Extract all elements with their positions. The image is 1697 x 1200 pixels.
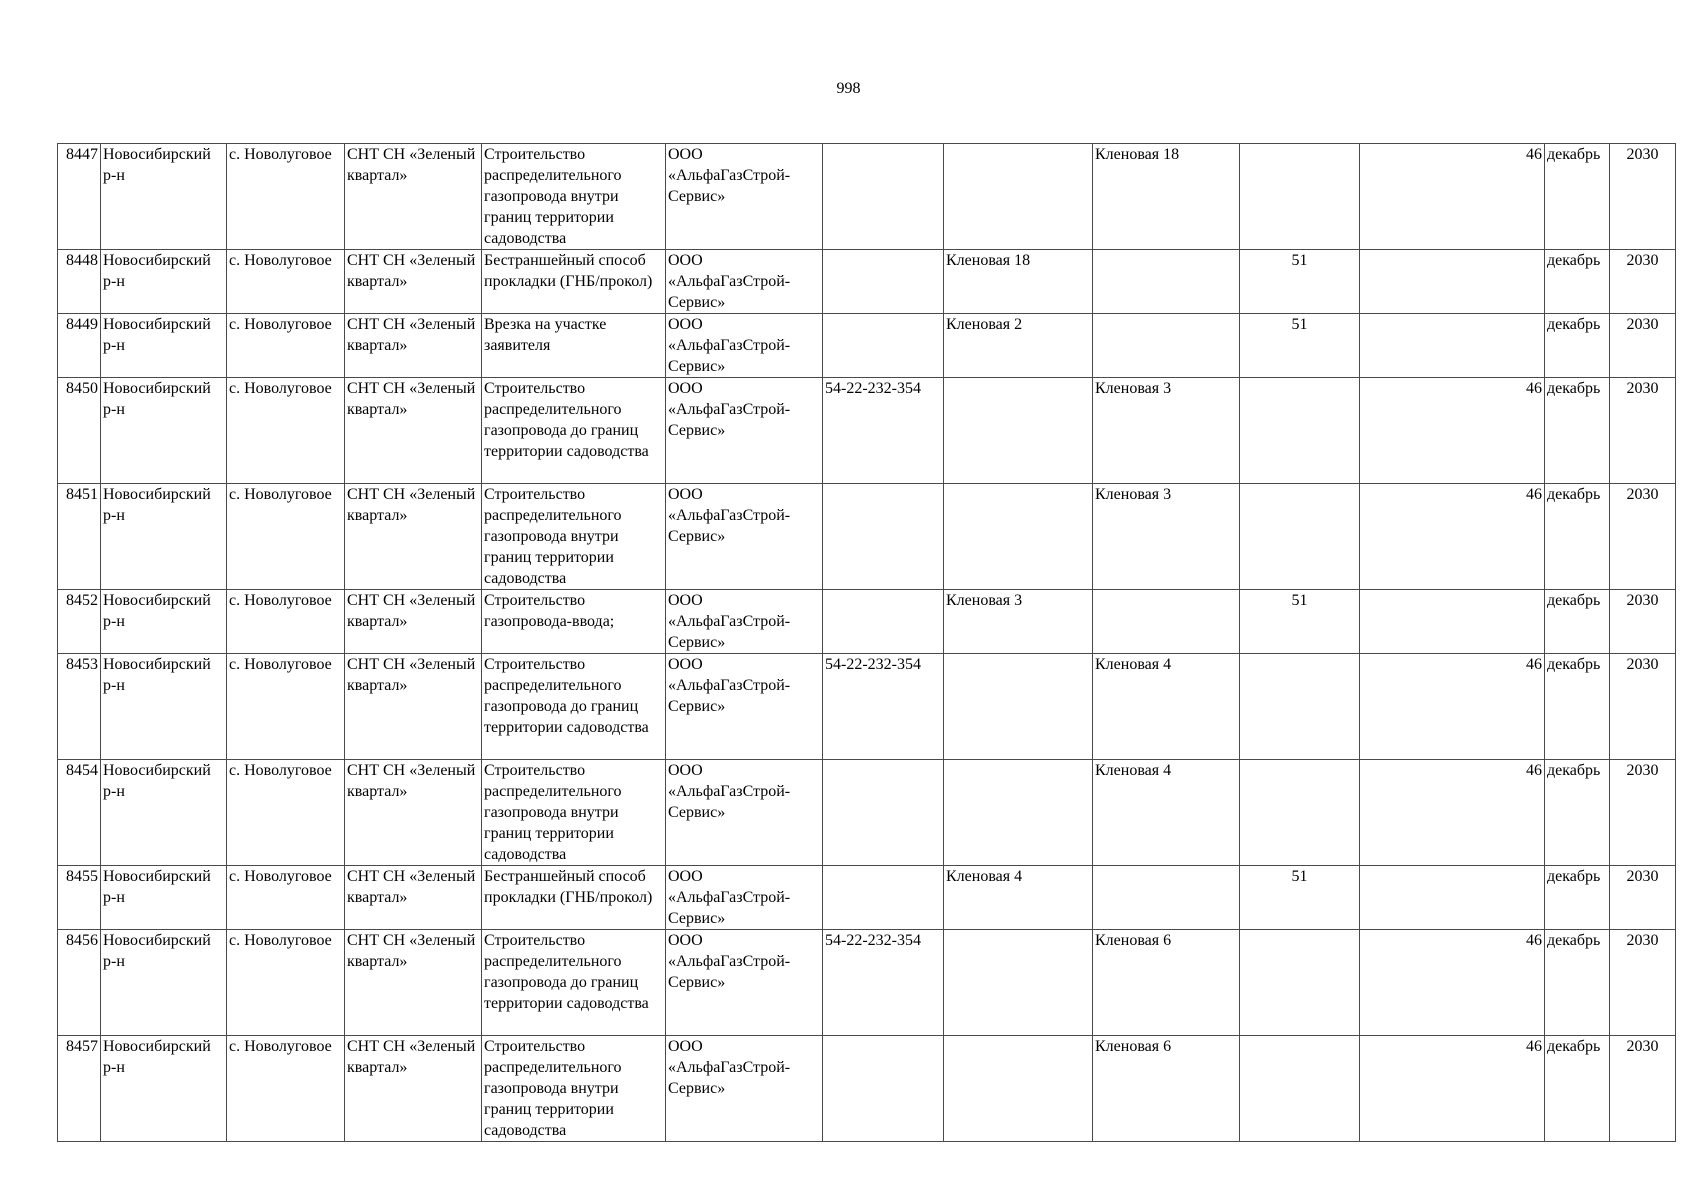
cell-value-1: 51 xyxy=(1240,590,1360,654)
cell-district: Новосибирский р-н xyxy=(101,654,227,760)
cell-district: Новосибирский р-н xyxy=(101,378,227,484)
cell-month: декабрь xyxy=(1545,590,1610,654)
cell-address-network: Кленовая 3 xyxy=(1093,378,1240,484)
cell-cadastral xyxy=(823,866,944,930)
cell-work-type: Строительство распределительного газопровода до границ территории садоводства xyxy=(482,930,666,1036)
cell-value-2 xyxy=(1360,314,1545,378)
cell-district: Новосибирский р-н xyxy=(101,250,227,314)
cell-month: декабрь xyxy=(1545,1036,1610,1142)
cell-year: 2030 xyxy=(1610,760,1676,866)
cell-value-2 xyxy=(1360,590,1545,654)
cell-value-1 xyxy=(1240,930,1360,1036)
table-row xyxy=(58,314,1676,378)
cell-row-number: 8455 xyxy=(58,866,101,930)
cell-organization: ООО «АльфаГазСтрой-Сервис» xyxy=(666,484,823,590)
cell-work-type: Строительство распределительного газопровода до границ территории садоводства xyxy=(482,378,666,484)
cell-snt: СНТ СН «Зеленый квартал» xyxy=(345,314,482,378)
table-row xyxy=(58,760,1676,866)
cell-organization: ООО «АльфаГазСтрой-Сервис» xyxy=(666,866,823,930)
table-row xyxy=(58,866,1676,930)
cell-cadastral xyxy=(823,590,944,654)
cell-value-1 xyxy=(1240,1036,1360,1142)
cell-year: 2030 xyxy=(1610,1036,1676,1142)
cell-address-network xyxy=(1093,590,1240,654)
cell-district: Новосибирский р-н xyxy=(101,144,227,250)
cell-value-2: 46 xyxy=(1360,144,1545,250)
cell-month: декабрь xyxy=(1545,314,1610,378)
cell-address-network: Кленовая 6 xyxy=(1093,1036,1240,1142)
cell-value-1: 51 xyxy=(1240,250,1360,314)
cell-district: Новосибирский р-н xyxy=(101,866,227,930)
cell-month: декабрь xyxy=(1545,250,1610,314)
cell-snt: СНТ СН «Зеленый квартал» xyxy=(345,1036,482,1142)
cell-snt: СНТ СН «Зеленый квартал» xyxy=(345,250,482,314)
cell-address-input xyxy=(944,930,1093,1036)
table-row xyxy=(58,930,1676,1036)
cell-month: декабрь xyxy=(1545,760,1610,866)
table-row xyxy=(58,654,1676,760)
cell-district: Новосибирский р-н xyxy=(101,590,227,654)
cell-locality: с. Новолуговое xyxy=(227,1036,345,1142)
cell-month: декабрь xyxy=(1545,144,1610,250)
cell-address-input: Кленовая 18 xyxy=(944,250,1093,314)
cell-work-type: Бестраншейный способ прокладки (ГНБ/прокол) xyxy=(482,866,666,930)
cell-row-number: 8448 xyxy=(58,250,101,314)
cell-locality: с. Новолуговое xyxy=(227,144,345,250)
cell-snt: СНТ СН «Зеленый квартал» xyxy=(345,378,482,484)
cell-locality: с. Новолуговое xyxy=(227,378,345,484)
cell-address-network: Кленовая 18 xyxy=(1093,144,1240,250)
cell-address-network xyxy=(1093,866,1240,930)
cell-month: декабрь xyxy=(1545,866,1610,930)
cell-row-number: 8447 xyxy=(58,144,101,250)
cell-locality: с. Новолуговое xyxy=(227,590,345,654)
table-row xyxy=(58,144,1676,250)
cell-work-type: Бестраншейный способ прокладки (ГНБ/прокол) xyxy=(482,250,666,314)
cell-month: декабрь xyxy=(1545,654,1610,760)
cell-address-input xyxy=(944,484,1093,590)
cell-snt: СНТ СН «Зеленый квартал» xyxy=(345,760,482,866)
cell-month: декабрь xyxy=(1545,378,1610,484)
cell-organization: ООО «АльфаГазСтрой-Сервис» xyxy=(666,1036,823,1142)
cell-snt: СНТ СН «Зеленый квартал» xyxy=(345,590,482,654)
cell-year: 2030 xyxy=(1610,654,1676,760)
cell-row-number: 8453 xyxy=(58,654,101,760)
cell-snt: СНТ СН «Зеленый квартал» xyxy=(345,484,482,590)
cell-work-type: Врезка на участке заявителя xyxy=(482,314,666,378)
cell-address-network: Кленовая 6 xyxy=(1093,930,1240,1036)
cell-cadastral xyxy=(823,484,944,590)
cell-address-input xyxy=(944,760,1093,866)
cell-work-type: Строительство распределительного газопровода до границ территории садоводства xyxy=(482,654,666,760)
cell-value-1 xyxy=(1240,760,1360,866)
cell-address-network: Кленовая 4 xyxy=(1093,654,1240,760)
cell-district: Новосибирский р-н xyxy=(101,314,227,378)
cell-row-number: 8449 xyxy=(58,314,101,378)
cell-locality: с. Новолуговое xyxy=(227,654,345,760)
gas-works-table xyxy=(57,143,1676,1142)
cell-organization: ООО «АльфаГазСтрой-Сервис» xyxy=(666,590,823,654)
cell-snt: СНТ СН «Зеленый квартал» xyxy=(345,654,482,760)
cell-row-number: 8454 xyxy=(58,760,101,866)
cell-row-number: 8456 xyxy=(58,930,101,1036)
cell-year: 2030 xyxy=(1610,250,1676,314)
cell-district: Новосибирский р-н xyxy=(101,930,227,1036)
cell-cadastral: 54-22-232-354 xyxy=(823,930,944,1036)
cell-address-input xyxy=(944,1036,1093,1142)
table-row xyxy=(58,378,1676,484)
cell-cadastral: 54-22-232-354 xyxy=(823,654,944,760)
cell-month: декабрь xyxy=(1545,930,1610,1036)
cell-organization: ООО «АльфаГазСтрой-Сервис» xyxy=(666,250,823,314)
cell-address-input xyxy=(944,378,1093,484)
cell-value-2: 46 xyxy=(1360,930,1545,1036)
cell-work-type: Строительство распределительного газопровода внутри границ территории садоводства xyxy=(482,1036,666,1142)
cell-address-input xyxy=(944,144,1093,250)
cell-year: 2030 xyxy=(1610,484,1676,590)
cell-row-number: 8451 xyxy=(58,484,101,590)
cell-organization: ООО «АльфаГазСтрой-Сервис» xyxy=(666,760,823,866)
cell-address-input: Кленовая 3 xyxy=(944,590,1093,654)
cell-year: 2030 xyxy=(1610,590,1676,654)
cell-organization: ООО «АльфаГазСтрой-Сервис» xyxy=(666,314,823,378)
cell-row-number: 8452 xyxy=(58,590,101,654)
cell-locality: с. Новолуговое xyxy=(227,760,345,866)
cell-snt: СНТ СН «Зеленый квартал» xyxy=(345,866,482,930)
cell-organization: ООО «АльфаГазСтрой-Сервис» xyxy=(666,930,823,1036)
cell-value-2: 46 xyxy=(1360,654,1545,760)
cell-year: 2030 xyxy=(1610,378,1676,484)
cell-cadastral xyxy=(823,144,944,250)
cell-value-2: 46 xyxy=(1360,760,1545,866)
cell-value-1: 51 xyxy=(1240,314,1360,378)
cell-value-1: 51 xyxy=(1240,866,1360,930)
cell-district: Новосибирский р-н xyxy=(101,760,227,866)
cell-work-type: Строительство газопровода-ввода; xyxy=(482,590,666,654)
table-row xyxy=(58,1036,1676,1142)
cell-organization: ООО «АльфаГазСтрой-Сервис» xyxy=(666,654,823,760)
cell-value-2 xyxy=(1360,250,1545,314)
cell-locality: с. Новолуговое xyxy=(227,866,345,930)
page-number: 998 xyxy=(836,80,861,97)
cell-cadastral: 54-22-232-354 xyxy=(823,378,944,484)
cell-address-network: Кленовая 3 xyxy=(1093,484,1240,590)
table-row xyxy=(58,484,1676,590)
cell-district: Новосибирский р-н xyxy=(101,1036,227,1142)
cell-value-2 xyxy=(1360,866,1545,930)
cell-value-2: 46 xyxy=(1360,1036,1545,1142)
cell-locality: с. Новолуговое xyxy=(227,250,345,314)
cell-value-1 xyxy=(1240,484,1360,590)
cell-row-number: 8457 xyxy=(58,1036,101,1142)
cell-cadastral xyxy=(823,314,944,378)
cell-value-1 xyxy=(1240,378,1360,484)
cell-value-2: 46 xyxy=(1360,378,1545,484)
cell-address-input: Кленовая 2 xyxy=(944,314,1093,378)
cell-value-1 xyxy=(1240,144,1360,250)
cell-value-2: 46 xyxy=(1360,484,1545,590)
cell-cadastral xyxy=(823,1036,944,1142)
cell-district: Новосибирский р-н xyxy=(101,484,227,590)
table-row xyxy=(58,590,1676,654)
cell-cadastral xyxy=(823,760,944,866)
cell-work-type: Строительство распределительного газопровода внутри границ территории садоводства xyxy=(482,760,666,866)
cell-locality: с. Новолуговое xyxy=(227,484,345,590)
cell-value-1 xyxy=(1240,654,1360,760)
cell-snt: СНТ СН «Зеленый квартал» xyxy=(345,930,482,1036)
table-body xyxy=(58,144,1676,1142)
cell-work-type: Строительство распределительного газопровода внутри границ территории садоводства xyxy=(482,144,666,250)
cell-month: декабрь xyxy=(1545,484,1610,590)
cell-address-input xyxy=(944,654,1093,760)
cell-address-network xyxy=(1093,250,1240,314)
cell-year: 2030 xyxy=(1610,144,1676,250)
cell-locality: с. Новолуговое xyxy=(227,930,345,1036)
cell-organization: ООО «АльфаГазСтрой-Сервис» xyxy=(666,144,823,250)
cell-address-network xyxy=(1093,314,1240,378)
cell-address-input: Кленовая 4 xyxy=(944,866,1093,930)
cell-year: 2030 xyxy=(1610,930,1676,1036)
cell-snt: СНТ СН «Зеленый квартал» xyxy=(345,144,482,250)
cell-row-number: 8450 xyxy=(58,378,101,484)
cell-work-type: Строительство распределительного газопровода внутри границ территории садоводства xyxy=(482,484,666,590)
cell-address-network: Кленовая 4 xyxy=(1093,760,1240,866)
cell-year: 2030 xyxy=(1610,866,1676,930)
cell-locality: с. Новолуговое xyxy=(227,314,345,378)
cell-year: 2030 xyxy=(1610,314,1676,378)
cell-organization: ООО «АльфаГазСтрой-Сервис» xyxy=(666,378,823,484)
cell-cadastral xyxy=(823,250,944,314)
table-row xyxy=(58,250,1676,314)
